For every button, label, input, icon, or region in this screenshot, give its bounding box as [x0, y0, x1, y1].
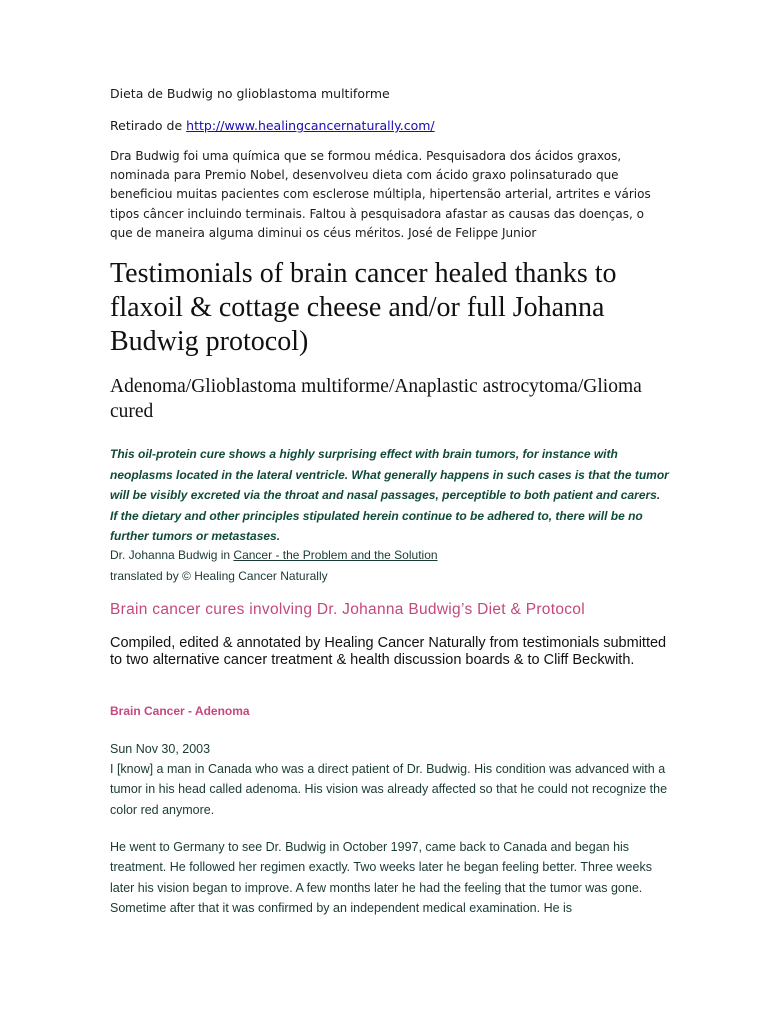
- quote-attribution: [110, 545, 670, 566]
- document-title-line: Dieta de Budwig no glioblastoma multiforme: [110, 86, 390, 101]
- book-title-link[interactable]: Cancer - the Problem and the Solution: [233, 548, 438, 562]
- sub-heading: Adenoma/Glioblastoma multiforme/Anaplastic astrocytoma/Glioma cured: [110, 376, 642, 422]
- source-line: [110, 116, 670, 136]
- attribution-author: Dr. Johanna Budwig in: [110, 548, 231, 562]
- case-paragraph: He went to Germany to see Dr. Budwig in October 1997, came back to Canada and began his treatment. He followed her regimen exactly. Two weeks later he began feeling better. Three weeks later his vision began to improve. A few months later he had the feeling that the tumor was gone. Sometime after that it was confirmed by an independent medical examination. He is: [110, 840, 652, 915]
- compiled-note: Compiled, edited & annotated by Healing Cancer Naturally from testimonials submitted to two alternative cancer treatment & health discussion boards & to Cliff Beckwith.: [110, 635, 667, 668]
- case-paragraph: I [know] a man in Canada who was a direct patient of Dr. Budwig. His condition was advanced with a tumor in his head called adenoma. His vision was already affected so that he could not recognize the color red anymore.: [110, 762, 668, 817]
- translation-credit: translated by © Healing Cancer Naturally: [110, 569, 328, 583]
- source-prefix: Retirado de: [110, 118, 183, 133]
- budwig-quote: This oil-protein cure shows a highly surprising effect with brain tumors, for instance with neoplasms located in the lateral ventricle. What generally happens in such cases is that the tumor will be visibly excreted via the throat and nasal passages, perceptible to both patient and carers. If the dietary and other principles stipulated herein continue to be adhered to, there will be no further tumors or metastases.: [110, 447, 669, 543]
- case-title: Brain Cancer - Adenoma: [110, 704, 250, 718]
- case-date: Sun Nov 30, 2003: [110, 742, 211, 756]
- main-heading: Testimonials of brain cancer healed thanks to flaxoil & cottage cheese and/or full Johanna Budwig protocol): [110, 258, 617, 357]
- intro-note: Dra Budwig foi uma química que se formou médica. Pesquisadora dos ácidos graxos, nominada para Premio Nobel, desenvolveu dieta com ácido graxo polinsaturado que beneficiou muitas pacientes com esclerose múltipla, hipertensão arterial, artrites e vários tipos câncer incluindo terminais. Faltou à pesquisadora afastar as causas das doenças, o que de maneira alguma diminui os céus méritos. José de Felippe Junior: [110, 149, 651, 240]
- source-link[interactable]: http://www.healingcancernaturally.com/: [186, 118, 435, 133]
- section-title: Brain cancer cures involving Dr. Johanna Budwig’s Diet & Protocol: [110, 601, 585, 618]
